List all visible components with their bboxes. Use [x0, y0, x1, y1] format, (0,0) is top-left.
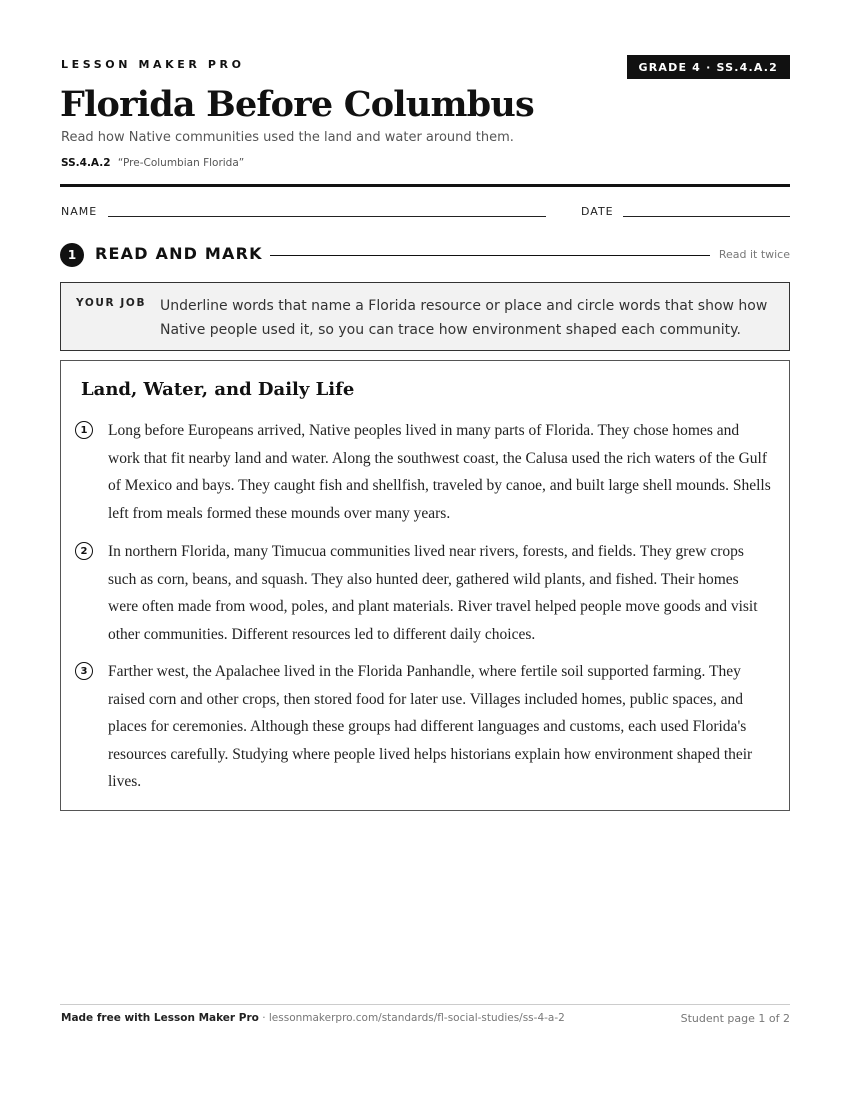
header-divider — [60, 184, 790, 187]
page-title: Florida Before Columbus — [60, 84, 534, 125]
footer-separator: · — [258, 1012, 269, 1024]
standard-code: SS.4.A.2 — [61, 157, 111, 169]
section-number-badge: 1 — [60, 243, 84, 267]
grade-badge: GRADE 4 · SS.4.A.2 — [627, 55, 791, 79]
page-subtitle: Read how Native communities used the land and water around them. — [61, 130, 514, 145]
name-label: NAME — [61, 205, 98, 218]
paragraph-number-icon: 1 — [75, 421, 93, 439]
passage-box — [60, 360, 790, 811]
footer-made-with: Made free with Lesson Maker Pro — [61, 1012, 259, 1024]
date-field[interactable] — [623, 216, 790, 217]
paragraph-number-icon: 3 — [75, 662, 93, 680]
footer-page-number: Student page 1 of 2 — [680, 1012, 790, 1025]
section-hint: Read it twice — [718, 248, 790, 261]
instruction-text: Underline words that name a Florida resource or place and circle words that show how Native people used it, so you can trace how environment shaped each community. — [160, 298, 768, 338]
footer-url-link[interactable]: lessonmakerpro.com/standards/fl-social-studies/ss-4-a-2 — [268, 1012, 565, 1024]
paragraph-text: In northern Florida, many Timucua communities lived near rivers, forests, and fields. They grew crops such as corn, beans, and squash. They also hunted deer, gathered wild plants, and fished. Their homes were often made from wood, poles, and plant materials. River travel helped people move goods and visit other communities. Different resources led to different daily choices. — [108, 543, 758, 643]
passage-title: Land, Water, and Daily Life — [81, 379, 355, 400]
section-title: READ AND MARK — [95, 244, 263, 263]
footer-divider — [60, 1004, 790, 1005]
paragraph-text: Farther west, the Apalachee lived in the Florida Panhandle, where fertile soil supported farming. They raised corn and other crops, then stored food for later use. Villages included homes, public spaces, and places for ceremonies. Although these groups had different languages and customs, each used Florida's resources carefully. Studying where people lived helps historians explain how environment shaped their lives. — [108, 663, 753, 790]
paragraph-number-icon: 2 — [75, 542, 93, 560]
instruction-box — [60, 282, 790, 351]
name-field[interactable] — [108, 216, 546, 217]
date-label: DATE — [581, 205, 614, 218]
section-rule — [270, 255, 710, 256]
footer-credit — [61, 1012, 565, 1024]
standard-line — [61, 157, 244, 169]
brand-name: LESSON MAKER PRO — [61, 58, 245, 71]
standard-name: “Pre-Columbian Florida” — [117, 157, 245, 169]
instruction-label: YOUR JOB — [76, 297, 147, 309]
paragraph-text: Long before Europeans arrived, Native peoples lived in many parts of Florida. They chose homes and work that fit nearby land and water. Along the southwest coast, the Calusa used the rich waters of the Gulf of Mexico and bays. They caught fish and shellfish, traveled by canoe, and built large shell mounds. Shells left from meals formed these mounds over many years. — [108, 422, 771, 522]
